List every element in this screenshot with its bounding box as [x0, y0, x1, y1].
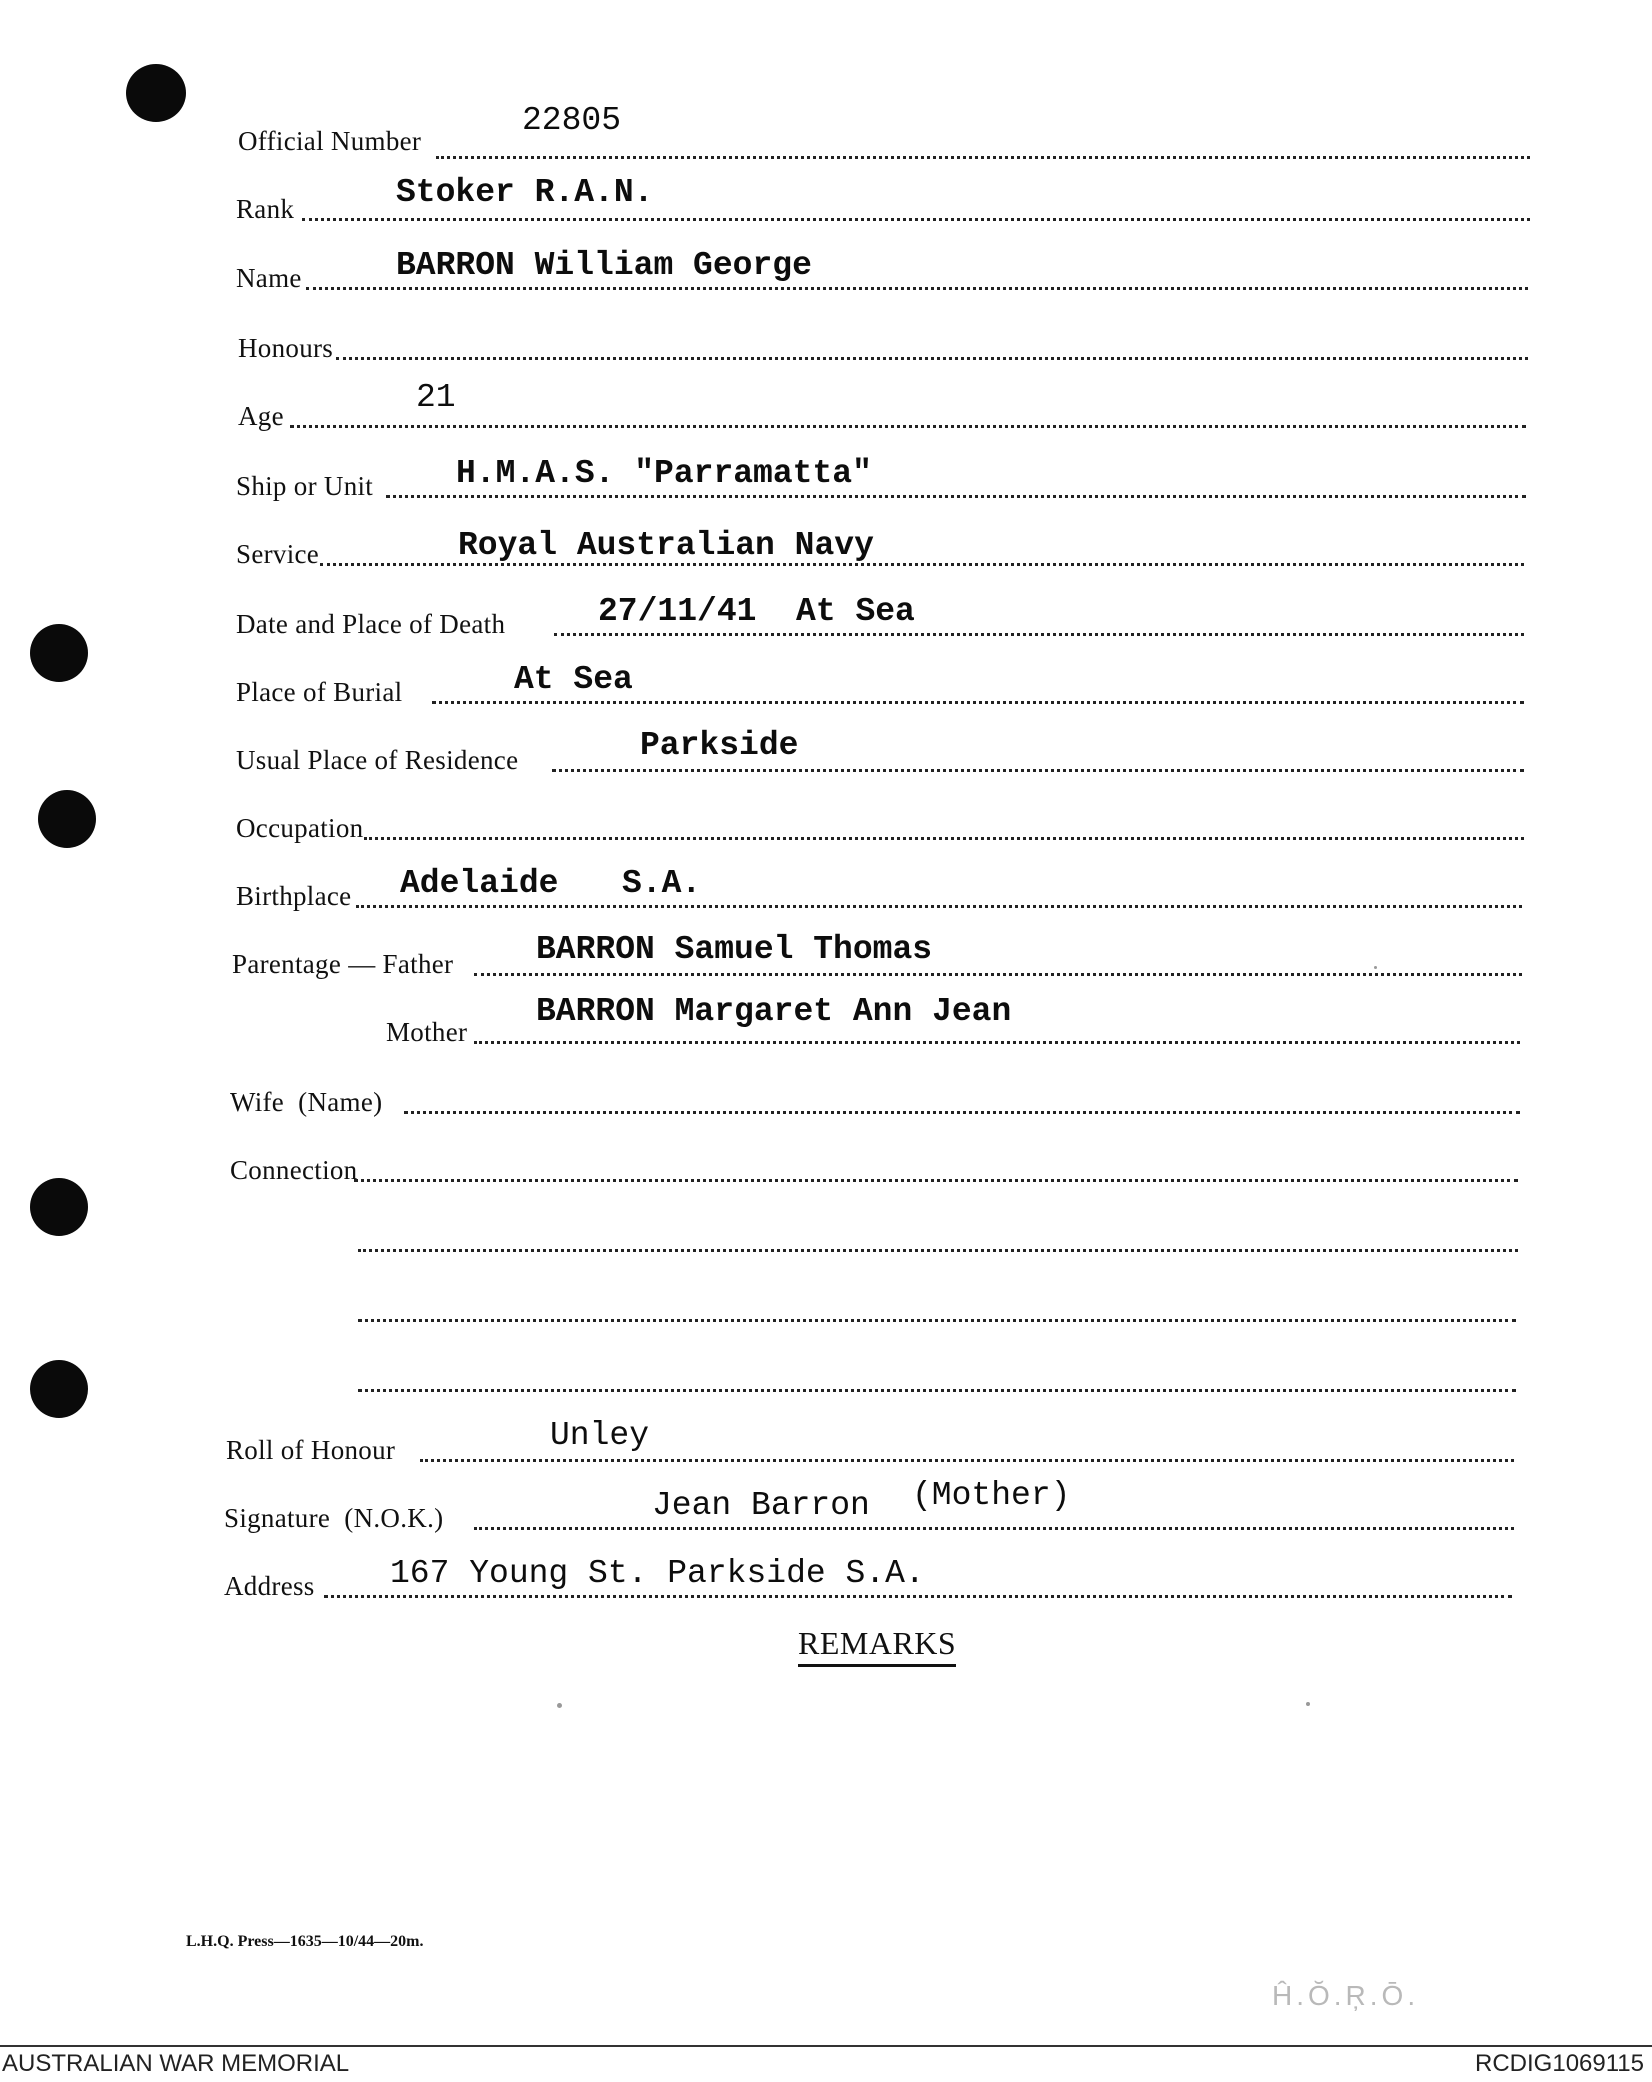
label-usual-residence: Usual Place of Residence — [236, 745, 519, 775]
dotted-line — [436, 156, 1530, 159]
row-connection-extra — [0, 1354, 1652, 1394]
dotted-line — [302, 218, 1530, 221]
row-service — [0, 528, 1652, 568]
label-connection: Connection — [230, 1155, 358, 1185]
dotted-line — [432, 701, 1524, 704]
row-birthplace — [0, 865, 1652, 911]
speck — [1306, 1702, 1310, 1706]
value-date-place-death: 27/11/41 At Sea — [598, 593, 915, 630]
label-official-number: Official Number — [238, 126, 422, 156]
remarks-heading: REMARKS — [798, 1625, 956, 1667]
dotted-line — [364, 837, 1524, 840]
value-birthplace: Adelaide — [400, 865, 559, 902]
value-rank: Stoker R.A.N. — [396, 174, 654, 211]
label-signature: Signature (N.O.K.) — [224, 1503, 444, 1533]
label-place-of-burial: Place of Burial — [236, 677, 403, 707]
row-roll-of-honour — [0, 1417, 1652, 1465]
label-occupation: Occupation — [236, 813, 364, 843]
row-mother — [0, 993, 1652, 1047]
dotted-line — [554, 633, 1524, 636]
label-birthplace: Birthplace — [236, 881, 352, 911]
value-father: BARRON Samuel Thomas — [536, 931, 933, 968]
label-date-place-death: Date and Place of Death — [236, 609, 506, 639]
value-usual-residence: Parkside — [640, 727, 799, 764]
row-honours — [0, 322, 1652, 362]
row-connection-extra — [0, 1214, 1652, 1254]
row-occupation — [0, 802, 1652, 842]
label-rank: Rank — [236, 194, 295, 224]
label-age: Age — [238, 401, 284, 431]
dotted-line — [358, 1249, 1518, 1252]
dotted-line — [420, 1459, 1514, 1462]
value-signature: Jean Barron — [652, 1487, 870, 1524]
row-age — [0, 379, 1652, 431]
press-mark: L.H.Q. Press—1635—10/44—20m. — [186, 1933, 424, 1950]
label-honours: Honours — [238, 333, 334, 363]
dotted-line — [356, 905, 1522, 908]
row-date-place-death — [0, 593, 1652, 639]
row-name — [0, 247, 1652, 293]
label-ship-or-unit: Ship or Unit — [236, 471, 374, 501]
value-place-of-burial: At Sea — [514, 661, 633, 698]
footer-divider — [0, 2045, 1652, 2047]
dotted-line — [552, 769, 1524, 772]
row-usual-residence — [0, 727, 1652, 775]
row-address — [0, 1555, 1652, 1601]
dotted-line — [324, 1595, 1512, 1598]
dotted-line — [474, 1527, 1514, 1530]
row-official-number — [0, 102, 1652, 156]
value-age: 21 — [416, 379, 456, 416]
row-connection — [0, 1144, 1652, 1184]
value-mother: BARRON Margaret Ann Jean — [536, 993, 1012, 1030]
row-signature — [0, 1477, 1652, 1533]
row-connection-extra — [0, 1284, 1652, 1324]
label-roll-of-honour: Roll of Honour — [226, 1435, 396, 1465]
speck — [557, 1703, 562, 1708]
row-ship-or-unit — [0, 455, 1652, 501]
row-rank — [0, 174, 1652, 224]
dotted-line — [306, 287, 1528, 290]
label-service: Service — [236, 539, 320, 569]
value-birthplace-state: S.A. — [622, 865, 702, 902]
faint-stamp: Ĥ.Ŏ.Ŗ.Ō. — [1272, 1980, 1420, 2011]
footer-record-id: RCDIG1069115 — [1475, 2050, 1644, 2077]
value-name: BARRON William George — [396, 247, 812, 284]
row-place-of-burial — [0, 661, 1652, 707]
label-father: Parentage — Father — [232, 949, 454, 979]
row-father — [0, 931, 1652, 979]
dotted-line — [404, 1111, 1520, 1114]
label-mother: Mother — [386, 1017, 468, 1047]
speck — [1374, 966, 1377, 969]
value-official-number: 22805 — [522, 102, 622, 139]
punch-hole — [126, 64, 186, 122]
value-address: 167 Young St. Parkside S.A. — [390, 1555, 925, 1592]
value-roll-of-honour: Unley — [550, 1417, 650, 1454]
label-address: Address — [224, 1571, 315, 1601]
dotted-line — [358, 1389, 1516, 1392]
dotted-line — [358, 1319, 1516, 1322]
value-ship-or-unit: H.M.A.S. "Parramatta" — [456, 455, 872, 492]
dotted-line — [474, 1041, 1520, 1044]
value-service: Royal Australian Navy — [458, 527, 874, 564]
label-name: Name — [236, 263, 302, 293]
value-signature-note: (Mother) — [912, 1477, 1071, 1514]
dotted-line — [474, 973, 1522, 976]
dotted-line — [336, 357, 1528, 360]
footer-archive-name: AUSTRALIAN WAR MEMORIAL — [2, 2050, 350, 2077]
dotted-line — [386, 495, 1526, 498]
row-wife — [0, 1076, 1652, 1116]
dotted-line — [290, 425, 1526, 428]
dotted-line — [354, 1179, 1518, 1182]
label-wife: Wife (Name) — [230, 1087, 383, 1117]
